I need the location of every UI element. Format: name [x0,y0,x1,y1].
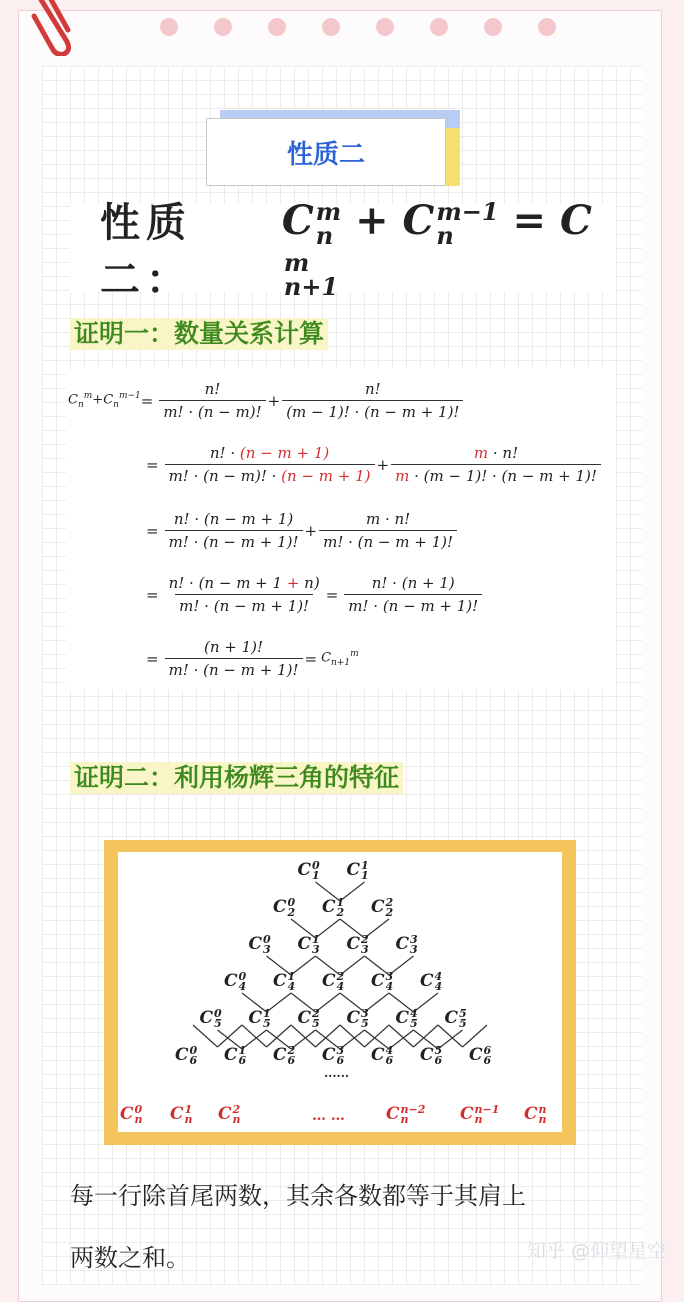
triangle-ellipsis: ...... [324,1066,350,1080]
binomial-coefficient: C 3 5 [346,1006,369,1030]
binomial-coefficient: C 3 4 [371,969,394,993]
binder-hole [268,18,286,36]
binder-hole [376,18,394,36]
binder-hole [538,18,556,36]
property-formula [70,197,616,303]
binomial-coefficient: C 1 1 [346,858,369,882]
binomial-coefficient: C 4 5 [395,1006,418,1030]
binomial-coefficient: C n−1 n [460,1102,500,1126]
binder-hole [160,18,178,36]
binomial-coefficient: C 5 6 [420,1043,443,1067]
binomial-coefficient: C 1 5 [248,1006,271,1030]
binomial-coefficient: C 2 5 [297,1006,320,1030]
fraction: $\frac{(n + 1)!}{m! \cdot (n - m + 1)!}$ [165,638,303,679]
binomial-coefficient: C 6 6 [469,1043,492,1067]
formula-term1: C m n [281,197,342,250]
yang-hui-triangle [118,852,562,1132]
fraction: $\frac{n! \cdot (n - m + 1 + n)}{m! \cdot (n - m + 1)!}$ [168,574,320,615]
watermark: 知乎 @仰望星空 [526,1240,666,1262]
body-text-line-1: 每一行除首尾两数，其余各数都等于其肩上 [70,1182,526,1210]
binomial-coefficient: C 0 1 [297,858,320,882]
binomial-coefficient: C 4 6 [371,1043,394,1067]
binder-hole [484,18,502,36]
binomial-coefficient: C 2 2 [371,895,394,919]
binomial-coefficient: C 0 n [120,1102,143,1126]
binder-hole [214,18,232,36]
binomial-coefficient: C 5 5 [444,1006,467,1030]
last-row-dots: … … [312,1108,345,1124]
binomial-coefficient: C 3 6 [322,1043,345,1067]
binomial-coefficient: C 1 4 [273,969,296,993]
section-heading-proof1: 证明一：数量关系计算 [70,318,328,350]
fraction: $\frac{n! \cdot (n - m + 1)}{m! \cdot (n - m + 1)!}$ [165,510,303,551]
fraction: $\frac{n! \cdot (n + 1)}{m! \cdot (n - m + 1)!}$ [344,574,482,615]
binomial-coefficient: C 4 4 [420,969,443,993]
binomial-coefficient: C 0 4 [224,969,247,993]
binomial-coefficient: C 2 3 [346,932,369,956]
formula-term2: C m−1 n [402,197,499,250]
binomial-coefficient: C 2 4 [322,969,345,993]
binomial-coefficient: C 2 n [218,1102,241,1126]
title-card [206,110,462,194]
section-heading-proof2: 证明二：利用杨辉三角的特征 [70,762,403,794]
fraction: $\frac{n! \cdot (n - m + 1)}{m! \cdot (n - m)! \cdot (n - m + 1)}$ [165,444,375,485]
paperclip-icon [30,0,90,56]
binomial-coefficient: C n−2 n [386,1102,426,1126]
page-title: 性质二 [206,118,446,186]
yang-hui-triangle-frame [104,840,576,1145]
proof-line-2: = $\frac{n! \cdot (n - m + 1)}{m! \cdot (n - m)! \cdot (n - m + 1)}$ + $\frac{m \cdot n!}{m \cdot (m - 1)! \cdot (n - m + 1)!}$ [146,444,603,485]
binomial-coefficient: C 0 5 [199,1006,222,1030]
binomial-coefficient: C 1 3 [297,932,320,956]
fraction: $\frac{n!}{m! \cdot (n - m)!}$ [159,380,265,421]
fraction: $\frac{n!}{(m - 1)! \cdot (n - m + 1)!}$ [282,380,463,421]
binomial-coefficient: C 2 6 [273,1043,296,1067]
proof-line-3: = $\frac{n! \cdot (n - m + 1)}{m! \cdot (n - m + 1)!}$ + $\frac{m \cdot n!}{m! \cdot (n - m + 1)!}$ [146,510,459,551]
formula-term3: C m n+1 [283,197,592,301]
binomial-coefficient: C 1 2 [322,895,345,919]
proof-line-4: = $\frac{n! \cdot (n - m + 1 + n)}{m! \cdot (n - m + 1)!}$ = $\frac{n! \cdot (n + 1)}{m! \cdot (n - m + 1)!}$ [146,574,484,615]
proof-block [66,368,616,690]
binomial-coefficient: C 1 6 [224,1043,247,1067]
binomial-coefficient: C 0 3 [248,932,271,956]
body-text-line-2: 两数之和。 [70,1244,190,1272]
binder-hole [430,18,448,36]
proof-line-5: = $\frac{(n + 1)!}{m! \cdot (n - m + 1)!}$ = $C_{n+1}^m$ [146,638,359,679]
formula-math: C m n + C m−1 n = C m n+1 [281,197,592,301]
formula-label: 性质二： [100,199,192,303]
binomial-coefficient: C 3 3 [395,932,418,956]
binomial-coefficient: C 1 n [170,1102,193,1126]
proof-line-1: $C_n^m+C_n^{m-1}$ = $\frac{n!}{m! \cdot (n - m)!}$ + $\frac{n!}{(m - 1)! \cdot (n - m + 1)!}$ [68,380,465,421]
binomial-coefficient: C n n [524,1102,547,1126]
fraction: $\frac{m \cdot n!}{m! \cdot (n - m + 1)!}$ [319,510,457,551]
binomial-coefficient: C 0 2 [273,895,296,919]
binomial-coefficient: C 0 6 [175,1043,198,1067]
binder-hole [322,18,340,36]
fraction: $\frac{m \cdot n!}{m \cdot (m - 1)! \cdot (n - m + 1)!}$ [391,444,601,485]
